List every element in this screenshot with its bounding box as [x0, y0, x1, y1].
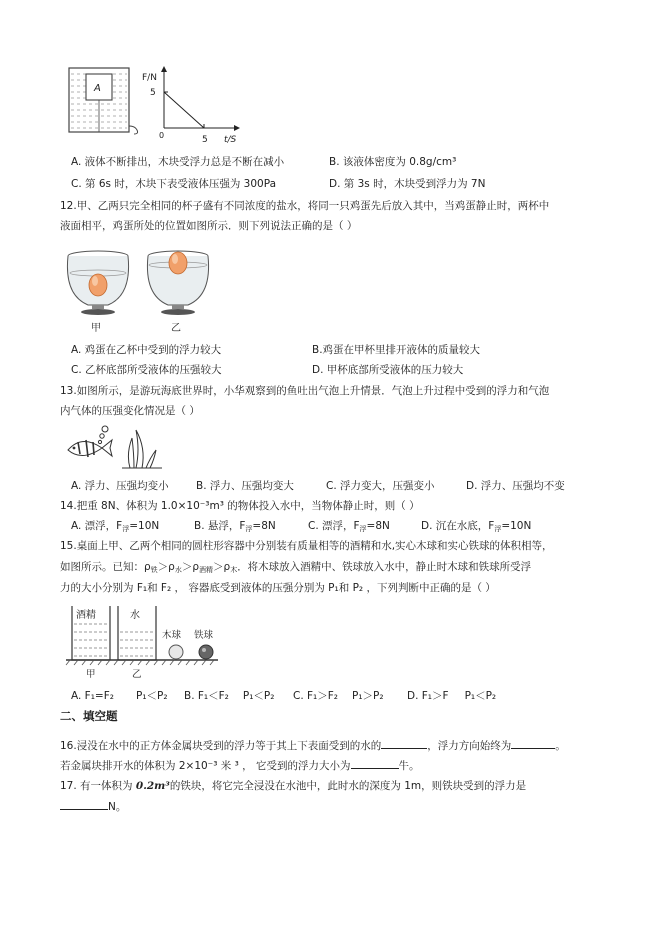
q12-option-c: C. 乙杯底部所受液体的压强较大 — [71, 364, 222, 376]
label-jia: 甲 — [91, 323, 101, 334]
q15-option-b: B. F₁＜F₂ P₁＜P₂ — [184, 690, 275, 702]
q15-option-c: C. F₁＞F₂ P₁＞P₂ — [293, 690, 384, 702]
q14-stem: 14.把重 8N、体积为 1.0×10⁻³m³ 的物体投入水中，当物体静止时，则（ ） — [60, 500, 420, 512]
label-water: 水 — [130, 610, 140, 621]
q16-blank-3[interactable] — [351, 757, 399, 769]
q14-option-b: B. 悬浮，$F_浮=8N$ — [194, 520, 276, 533]
q17-volume: 0.2m³ — [135, 780, 170, 792]
q17-line1: 17. 有一体积为 0.2m³的铁块，将它完全浸没在水池中，此时水的深度为 1m，则铁块受到的浮力是 — [60, 780, 527, 792]
q11-option-c: C. 第 6s 时，木块下表受液体压强为 300Pa — [71, 178, 277, 190]
label-jia: 甲 — [86, 669, 96, 680]
label-yi: 乙 — [132, 669, 142, 680]
q16-line1: 16.浸没在水中的正方体金属块受到的浮力等于其上下表面受到的水的 ，浮力方向始终为 。 — [60, 737, 566, 753]
q15-stem-line3: 力的大小分别为 F₁和 F₂ ， 容器底受到液体的压强分别为 P₁和 P₂ ，下列判断中正确的是（ ） — [60, 582, 496, 594]
y-tick: 5 — [150, 88, 156, 98]
q16-line2: 若金属块排开水的体积为 2×10⁻³ 米 ³ ， 它受到的浮力大小为 牛。 — [60, 757, 420, 773]
q11-option-b: B. 该液体密度为 0.8g/cm³ — [329, 156, 457, 168]
q11-figure — [66, 62, 246, 148]
q12-option-d: D. 甲杯底部所受液体的压力较大 — [312, 364, 464, 376]
q16-blank-1[interactable] — [381, 737, 427, 749]
q15-figure — [64, 602, 234, 680]
q12-stem-line1: 12.甲、乙两只完全相同的杯子盛有不同浓度的盐水，将同一只鸡蛋先后放入其中，当鸡蛋静止时，两杯中 — [60, 200, 550, 212]
wood-ball — [169, 645, 183, 659]
q13-option-d: D. 浮力、压强均不变 — [466, 480, 565, 492]
q12-option-a: A. 鸡蛋在乙杯中受到的浮力较大 — [71, 344, 222, 356]
q11-option-a: A. 液体不断排出，木块受浮力总是不断在减小 — [71, 156, 285, 168]
q13-option-a: A. 浮力、压强均变小 — [71, 480, 169, 492]
q17-blank[interactable] — [60, 798, 108, 810]
q12-option-b: B.鸡蛋在甲杯里排开液体的质量较大 — [312, 344, 481, 356]
q13-option-b: B. 浮力、压强均变大 — [196, 480, 294, 492]
q12-stem-line2: 液面相平，鸡蛋所处的位置如图所示．则下列说法正确的是（ ） — [60, 220, 358, 232]
q15-stem-line1: 15.桌面上甲、乙两个相同的圆柱形容器中分别装有质量相等的酒精和水,实心木球和实心铁球的体积相等， — [60, 540, 553, 552]
label-iron-ball: 铁球 — [194, 630, 214, 641]
q16-blank-2[interactable] — [511, 737, 555, 749]
q13-stem-line2: 内气体的压强变化情况是（ ） — [60, 405, 200, 417]
iron-ball — [199, 645, 213, 659]
x-tick: 5 — [202, 135, 208, 145]
x-axis-label: t/S — [224, 135, 237, 145]
label-wood-ball: 木球 — [162, 630, 182, 641]
block-label: A — [94, 83, 101, 94]
label-yi: 乙 — [171, 323, 181, 334]
force-line — [164, 92, 204, 128]
q14-option-d: D. 沉在水底，$F_浮=10N$ — [421, 520, 532, 533]
bubble — [102, 426, 108, 432]
q12-figure — [60, 243, 220, 335]
q11-option-d: D. 第 3s 时，木块受到浮力为 7N — [329, 178, 486, 190]
drain-tap-icon — [129, 126, 138, 134]
y-axis-label: F/N — [142, 73, 157, 83]
cup-yi-base — [161, 309, 195, 315]
q15-stem-line2: 如图所示。已知：$\rho_铁>\rho_水>\rho_{酒精}>\rho_木$．将木球放入酒精中、铁球放入水中，静止时木球和铁球所受浮 — [60, 561, 532, 574]
q17-line2: N。 — [60, 798, 126, 814]
section-title: 二、填空题 — [60, 709, 118, 723]
q13-figure — [62, 424, 172, 470]
q13-stem-line1: 13.如图所示，是游玩海底世界时，小华观察到的鱼吐出气泡上升情景．气泡上升过程中受到的浮力和气泡 — [60, 385, 550, 397]
q15-option-d: D. F₁＞F P₁＜P₂ — [407, 690, 497, 702]
q14-option-c: C. 漂浮，$F_浮=8N$ — [308, 520, 390, 533]
q15-option-a: A. F₁=F₂ P₁＜P₂ — [71, 690, 168, 702]
label-alcohol: 酒精 — [76, 610, 96, 621]
q14-option-a: A. 漂浮，$F_浮=10N$ — [71, 520, 160, 533]
egg-jia — [89, 274, 107, 296]
q13-option-c: C. 浮力变大，压强变小 — [326, 480, 435, 492]
cup-jia-base — [81, 309, 115, 315]
egg-yi — [169, 252, 187, 274]
origin-label: 0 — [159, 131, 165, 140]
